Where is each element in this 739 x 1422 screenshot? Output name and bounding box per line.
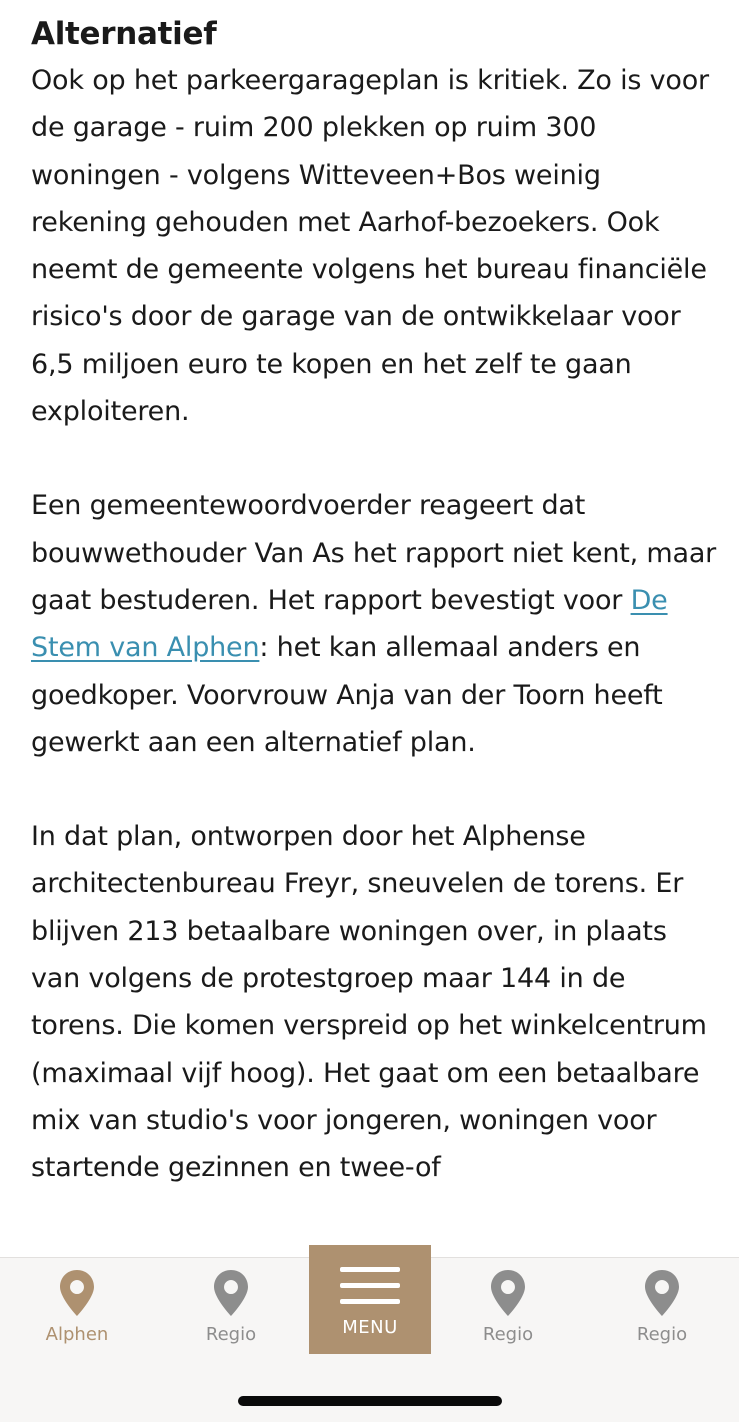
paragraph-2-text-start: Een gemeentewoordvoerder reageert dat bouwwethouder Van As het rapport niet kent, maar gaat bestuderen. Het rapport bevestigt voor [31, 490, 717, 616]
paragraph-2-text-end: : het kan allemaal anders en goedkoper. Voorvrouw Anja van der Toorn heeft gewerkt aan een alternatief plan. [31, 632, 663, 758]
tab-alphen[interactable] [17, 1258, 137, 1358]
article-paragraph-3: In dat plan, ontworpen door het Alphense architectenbureau Freyr, sneuvelen de torens. Er blijven 213 betaalbare woningen over, in plaats van volgens de protestgroep maar 144 in de torens. Die komen verspreid op het winkelcentrum (maximaal vijf hoog). Het gaat om een betaalbare mix van studio's voor jongeren, woningen voor startende gezinnen en twee-of [31, 821, 707, 1184]
hamburger-menu-icon [340, 1267, 400, 1313]
tab-regio-2[interactable] [448, 1258, 568, 1358]
tab-regio-3[interactable] [602, 1258, 722, 1358]
article-body [31, 0, 721, 1258]
article-paragraph-1: Ook op het parkeergarageplan is kritiek. Zo is voor de garage - ruim 200 plekken op ruim 300 woningen - volgens Witteveen+Bos weinig rekening gehouden met Aarhof-bezoekers. Ook neemt de gemeente volgens het bureau financiële risico's door de garage van de ontwikkelaar voor 6,5 miljoen euro te kopen en het zelf te gaan exploiteren. [31, 65, 709, 428]
tab-regio-3-label: Regio [636, 1324, 688, 1345]
location-pin-icon [642, 1268, 682, 1318]
de-stem-van-alphen-link[interactable]: De Stem van Alphen [31, 584, 668, 664]
tab-regio-1[interactable] [171, 1258, 291, 1358]
location-pin-icon [57, 1268, 97, 1318]
article-paragraph-2 [31, 482, 721, 766]
menu-button[interactable] [309, 1245, 431, 1354]
menu-label: MENU [342, 1317, 398, 1338]
tab-regio-1-label: Regio [205, 1324, 257, 1345]
location-pin-icon [211, 1268, 251, 1318]
tab-alphen-label: Alphen [45, 1324, 109, 1345]
tab-regio-2-label: Regio [482, 1324, 534, 1345]
section-heading: Alternatief [31, 16, 217, 52]
home-indicator [238, 1396, 502, 1406]
location-pin-icon [488, 1268, 528, 1318]
